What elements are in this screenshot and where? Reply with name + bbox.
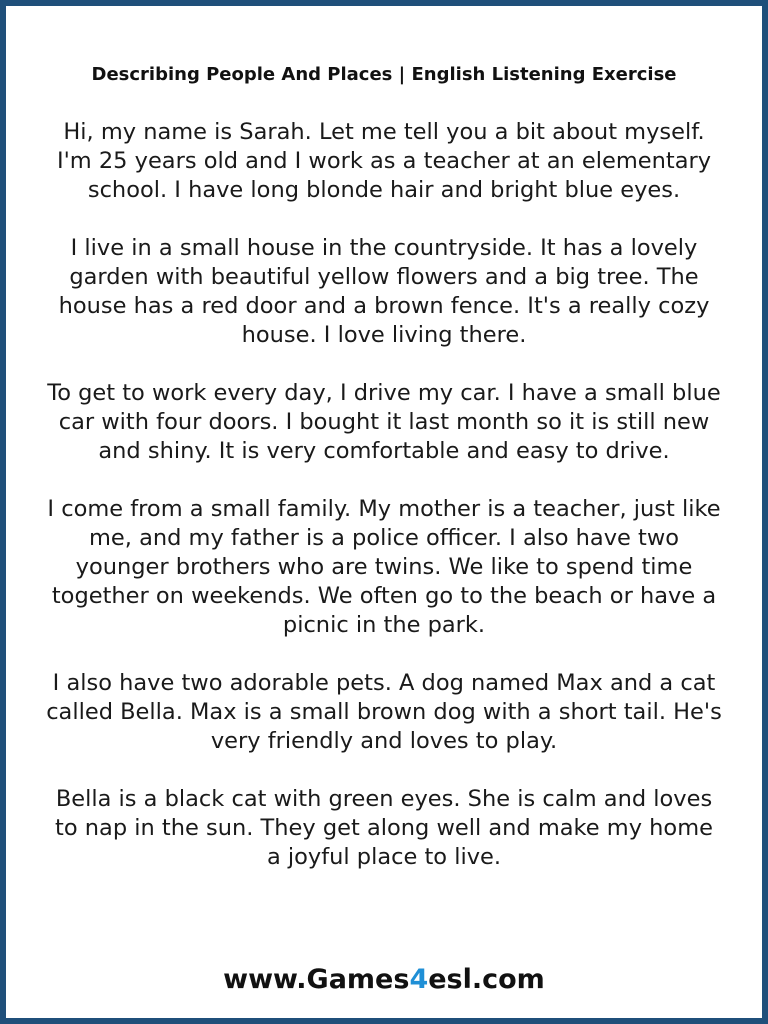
paragraph-car: To get to work every day, I drive my car. I have a small blue car with four doors. I bought it last month so it is still new and shiny. It is very comfortable and easy to drive. xyxy=(47,380,721,464)
paragraph-house: I live in a small house in the countryside. It has a lovely garden with beautiful yellow flowers and a big tree. The house has a red door and a brown fence. It's a really cozy house. I love living there. xyxy=(58,235,710,348)
paragraph-intro: Hi, my name is Sarah. Let me tell you a bit about myself. I'm 25 years old and I work as a teacher at an elementary school. I have long blonde hair and bright blue eyes. xyxy=(56,119,712,203)
website-suffix: esl.com xyxy=(428,964,545,995)
website-accent: 4 xyxy=(409,964,429,995)
website-link[interactable] xyxy=(6,964,762,995)
passage xyxy=(46,118,722,901)
website-prefix: www.Games xyxy=(223,964,410,995)
paragraph-pets: I also have two adorable pets. A dog named Max and a cat called Bella. Max is a small brown dog with a short tail. He's very friendly and loves to play. xyxy=(46,670,722,754)
page-title: Describing People And Places | English Listening Exercise xyxy=(91,64,677,85)
paragraph-bella: Bella is a black cat with green eyes. She is calm and loves to nap in the sun. They get along well and make my home a joyful place to live. xyxy=(55,786,713,870)
paragraph-family: I come from a small family. My mother is a teacher, just like me, and my father is a police officer. I also have two younger brothers who are twins. We like to spend time together on weekends. We often go to the beach or have a picnic in the park. xyxy=(47,496,721,638)
